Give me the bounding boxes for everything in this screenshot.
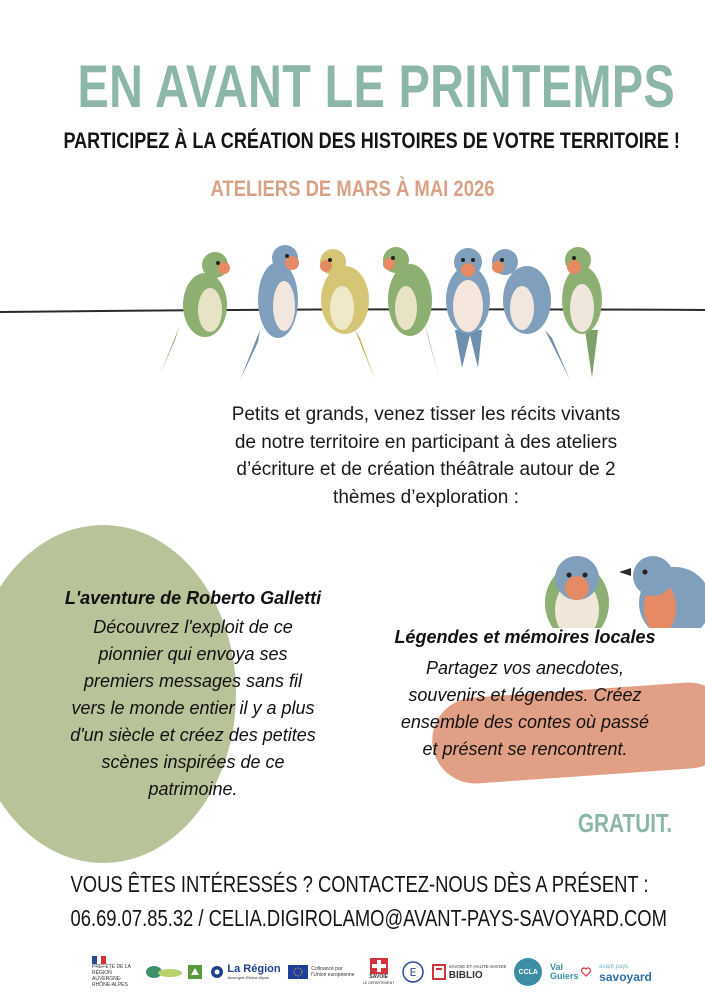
ccla-badge: CCLA [514,958,542,986]
theme-2-line: ensemble des contes où passé [400,712,650,732]
biblio-label: BIBLIO [448,969,483,981]
logo-avant-pays-savoyard [599,962,652,982]
logo-valguiers [550,963,592,981]
french-flag-icon [92,956,106,964]
contact-heading: VOUS ÊTES INTÉRESSÉS ? CONTACTEZ-NOUS DÈS A PRÉSENT : [70,871,649,897]
bird-green-1 [160,252,230,375]
savoie-label: SAVOIE [369,974,388,980]
intro-line: d’écriture et de création théâtrale autour de 2 [236,459,616,480]
theme-1-line: patrimoine. [148,779,238,799]
theme-1-line: d'un siècle et créez des petites [70,725,316,745]
biblio-sub-label: SAVOIE ET HAUTE-SAVOIE [448,963,507,969]
intro-paragraph [176,401,676,511]
svg-text:E: E [409,966,417,979]
ministry-seal-icon [402,961,424,983]
theme-1-line: vers le monde entier il y a plus [71,698,315,718]
prefecture-label: PRÉFÈTE DE LA RÉGION AUVERGNE-RHÔNE-ALPES [92,964,131,988]
theme-1-title: L'aventure de Roberto Galletti [64,588,322,608]
eu-flag-icon [288,965,308,979]
logo-region [210,963,280,981]
bird-blue-2 [492,249,570,380]
theme-1-line: Découvrez l'exploit de ce [93,617,293,637]
theme-2-line: Partagez vos anecdotes, [425,658,625,678]
logo-ministry [402,961,424,983]
partner-logos [92,950,652,994]
intro-line: thèmes d’exploration : [333,486,519,508]
theme-1-line: premiers messages sans fil [83,671,303,691]
eu-label: Cofinancé par l'Union européenne [311,966,355,978]
two-birds-illustration [535,548,705,628]
theme-2-line: souvenirs et légendes. Créez [408,685,642,705]
valguiers-label-1: Val [549,962,563,972]
logo-ccla [514,958,542,986]
savoie-sub-label: LE DÉPARTEMENT [362,981,395,985]
theme-2-description [340,655,705,763]
workshop-dates: ATELIERS DE MARS À MAI 2026 [210,176,495,201]
leaf-emblem-icon [144,962,184,982]
birds-on-wire-illustration [0,230,705,390]
savoyard-label-1: avant pays [599,964,629,970]
bird-green-small [545,556,609,628]
contact-details[interactable]: 06.69.07.85.32 / CELIA.DIGIROLAMO@AVANT-PAYS-SAVOYARD.COM [70,905,667,931]
bird-blue-1 [240,245,299,380]
valguiers-label-2: Guiers [549,971,579,981]
square-logo-icon [187,964,203,980]
heart-icon [581,967,591,977]
theme-1-description [0,614,386,803]
poster-title: EN AVANT LE PRINTEMPS [77,53,676,120]
savoie-cross-icon [369,958,389,974]
logo-biblio [432,964,507,981]
bird-yellow [320,249,375,380]
region-sub-label: Auvergne-Rhône-Alpes [227,975,269,980]
savoyard-label-2: savoyard [599,970,652,984]
bird-blue-small [619,556,705,628]
intro-line: de notre territoire en participant à des ateliers [234,431,618,453]
book-icon [432,964,446,980]
bird-front [446,248,490,368]
theme-2-line: et présent se rencontrent. [422,739,628,759]
theme-1-line: scènes inspirées de ce [101,752,285,772]
intro-line: Petits et grands, venez tisser les récits vivants [231,404,621,425]
poster-subtitle: PARTICIPEZ À LA CRÉATION DES HISTOIRES DE VOTRE TERRITOIRE ! [63,128,680,153]
logo-eu [288,965,355,979]
logo-savoie [363,958,394,986]
price-label: GRATUIT. [577,808,673,838]
region-label: La Région [227,963,281,975]
theme-1-line: pionnier qui envoya ses [98,644,288,664]
theme-2-title: Légendes et mémoires locales [394,627,656,647]
region-icon [210,965,224,979]
bird-green-3 [562,247,602,378]
logo-prefecture [92,956,136,988]
bird-green-2 [383,247,440,380]
logo-emblem [144,962,203,982]
